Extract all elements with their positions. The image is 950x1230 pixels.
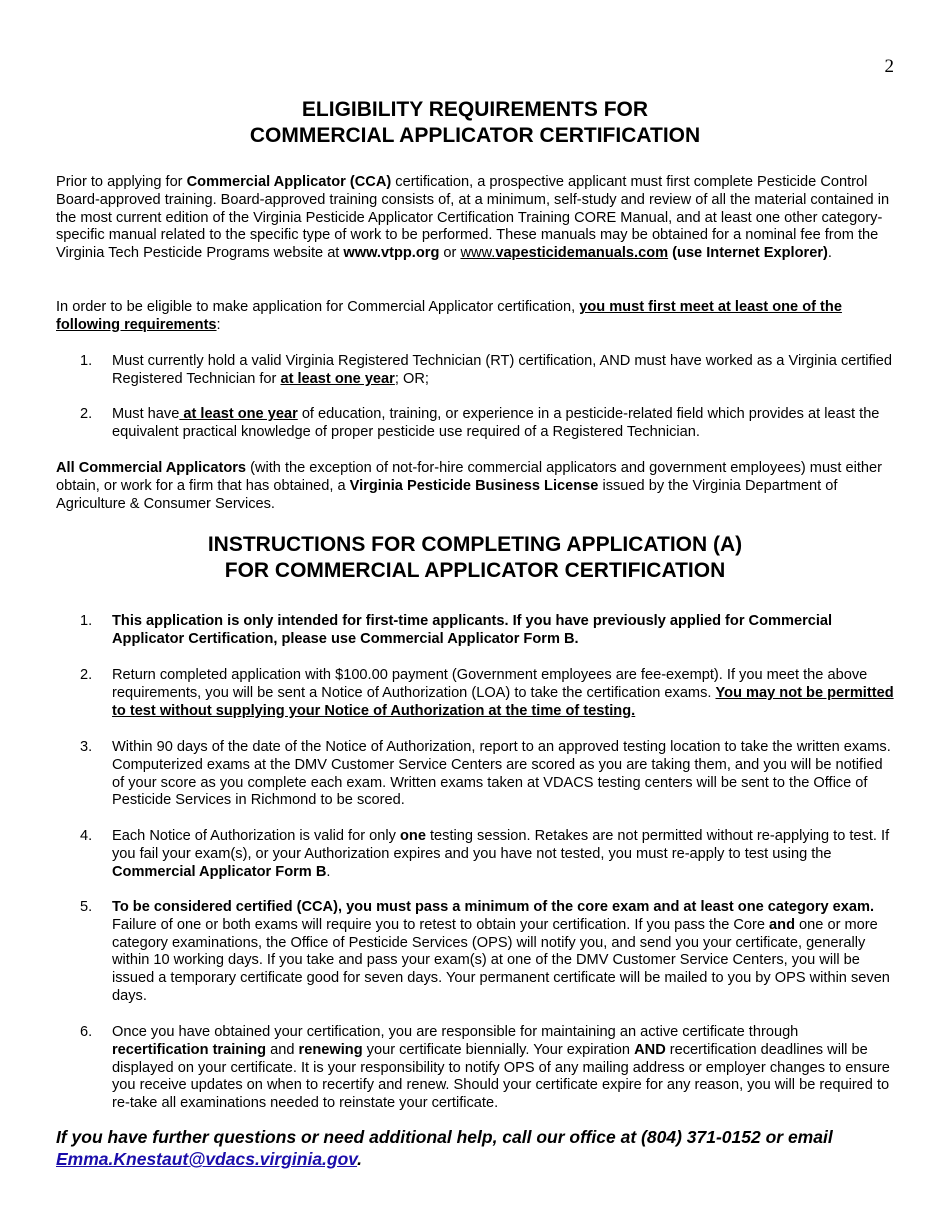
instruction-item-4: 4. Each Notice of Authorization is valid for only one testing session. Retakes are not permitted without re-applying to test. If you fail your exam(s), or your Authorization expires and you have not tested, you must re-apply to test using the Commercial Applicator Form B. [80,828,890,880]
instructions-title-line1: INSTRUCTIONS FOR COMPLETING APPLICATION (A) [207,533,743,556]
manuals-website: vapesticidemanuals.com [495,245,669,262]
instruction-item-6: 6. Once you have obtained your certification, you are responsible for maintaining an active certificate through recertification training and renewing your certificate biennially. Your expiration AND recertification deadlines will be displayed on your certificate. It is your responsibility to notify OPS of any mailing address or employer changes to ensure you receive updates on when to recertify and renew. Should your certificate expire for any reason, you will be required to re-take all examinations needed to reinstate your certificate. [80,1024,890,1112]
vtpp-website: www.vtpp.org [343,245,440,262]
business-license-paragraph: All Commercial Applicators (with the exception of not-for-hire commercial applicators and government employees) must either obtain, or work for a firm that has obtained, a Virginia Pesticide Business License issued by the Virginia Department of Agriculture & Consumer Services. [56,460,882,512]
instruction-item-3: 3. Within 90 days of the date of the Notice of Authorization, report to an approved testing location to take the written exams. Computerized exams at the DMV Customer Service Centers are scored as you are taking them, and you will be notified of your score as you complete each exam. Written exams taken at VDACS testing centers will be sent to the Office of Pesticide Services in Richmond to be scored. [80,739,891,809]
page-number: 2 [884,56,894,77]
instruction-item-5: 5. To be considered certified (CCA), you must pass a minimum of the core exam and at least one category exam. Failure of one or both exams will require you to retest to obtain your certification. If you pass the Core and one or more category examinations, the Office of Pesticide Services (OPS) will notify you, and send you your certificate, generally within 10 working days. If you take and pass your exam(s) at one of the DMV Customer Service Centers, you will be issued a temporary certificate good for seven days. Your permanent certificate will be mailed to you by OPS within seven days. [80,899,890,1004]
training-paragraph: Prior to applying for Commercial Applicator (CCA) certification, a prospective applicant must first complete Pesticide Control Board-approved training. Board-approved training consists of, at a minimum, self-study and review of all the material contained in the most current edition of the Virginia Pesticide Applicator Certification Training CORE Manual, and at least one other category-specific manual related to the specific type of work to be performed. These manuals may be obtained for a nominal fee from the Virginia Tech Pesticide Programs website at www.vtpp.org or www.vapesticidemanuals.com (use Internet Explorer). [56,174,890,262]
eligibility-title [0,97,950,149]
contact-email-link[interactable]: Emma.Knestaut@vdacs.virginia.gov [56,1149,358,1169]
instruction-item-2: 2. Return completed application with $100.00 payment (Government employees are fee-exempt). If you meet the above requirements, you will be sent a Notice of Authorization (LOA) to take the certification exams. You may not be permitted to test without supplying your Notice of Authorization at the time of testing. [80,667,894,719]
eligibility-intro: In order to be eligible to make application for Commercial Applicator certification, you must first meet at least one of the following requirements: [56,299,842,333]
instructions-title-line2: FOR COMMERCIAL APPLICATOR CERTIFICATION [224,559,726,582]
contact-note: If you have further questions or need additional help, call our office at (804) 371-0152 or email Emma.Knestaut@vdacs.virginia.gov. [56,1127,833,1169]
instructions-title [0,532,950,584]
requirement-item-1: 1. Must currently hold a valid Virginia Registered Technician (RT) certification, AND must have worked as a Virginia certified Registered Technician for at least one year; OR; [80,353,893,387]
eligibility-title-line1: ELIGIBILITY REQUIREMENTS FOR [301,98,649,121]
requirement-item-2: 2. Must have at least one year of education, training, or experience in a pesticide-related field which provides at least the equivalent practical knowledge of proper pesticide use required of a Registered Technician. [80,406,880,440]
eligibility-title-line2: COMMERCIAL APPLICATOR CERTIFICATION [249,124,701,147]
instruction-item-1: 1. This application is only intended for first-time applicants. If you have previously applied for Commercial Applicator Certification, please use Commercial Applicator Form B. [80,613,833,647]
